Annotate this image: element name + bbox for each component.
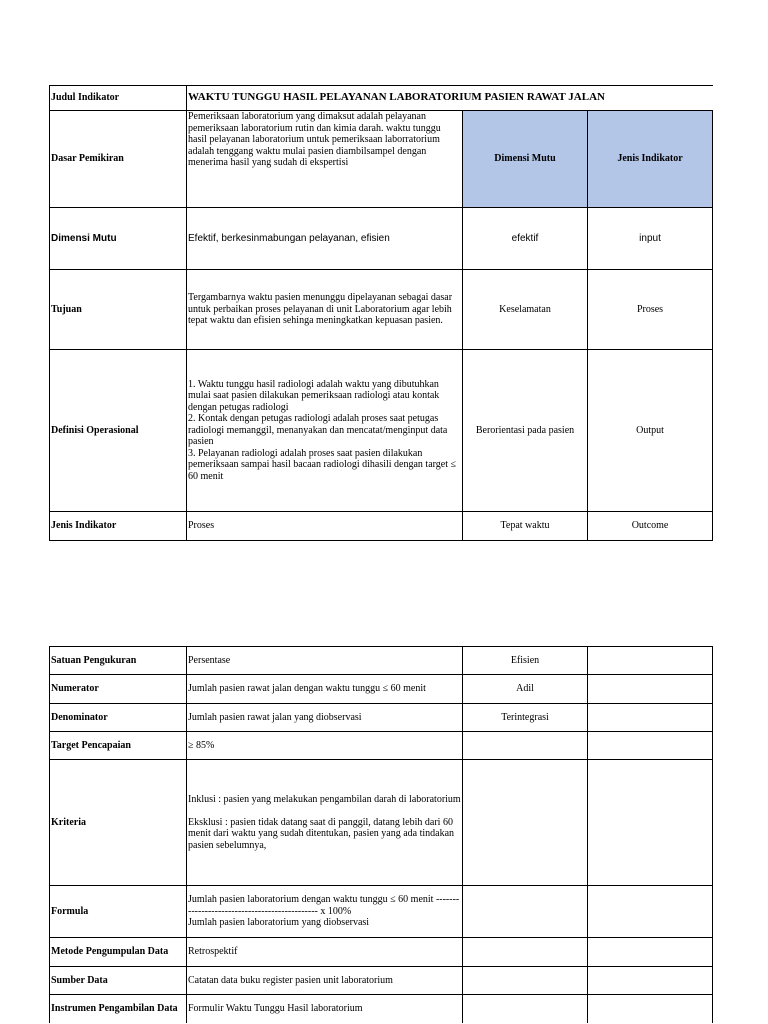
row-col3	[463, 938, 588, 967]
table-row	[50, 208, 713, 270]
row-value: Jumlah pasien rawat jalan yang diobservasi	[187, 704, 463, 732]
row-col3: Efisien	[463, 647, 588, 675]
row-value: Pemeriksaan laboratorium yang dimaksut adalah pelayanan pemeriksaan laboratorium rutin dan kimia darah. waktu tunggu hasil pelayanan laboratorium untuk pemeriksaan laborratorium adalah tenggang waktu mulai pasien diambilsampel dengan menerima hasil yang sudah di ekspertisi	[187, 111, 463, 208]
row-value: Formulir Waktu Tunggu Hasil laboratorium	[187, 995, 463, 1023]
row-col3: efektif	[463, 208, 588, 270]
indicator-table-top	[49, 85, 713, 541]
table-row	[50, 938, 713, 967]
row-value: Persentase	[187, 647, 463, 675]
row-col3	[463, 760, 588, 886]
table-row	[50, 512, 713, 541]
row-label: Jenis Indikator	[50, 512, 187, 541]
row-col3: Terintegrasi	[463, 704, 588, 732]
row-label: Tujuan	[50, 270, 187, 350]
row-col4	[588, 760, 713, 886]
row-label: Dimensi Mutu	[50, 208, 187, 270]
row-col4	[588, 938, 713, 967]
row-value: Efektif, berkesinmabungan pelayanan, efisien	[187, 208, 463, 270]
column-header-jenis-indikator: Jenis Indikator	[588, 111, 713, 208]
table-row	[50, 704, 713, 732]
table-row	[50, 111, 713, 208]
column-header-dimensi-mutu: Dimensi Mutu	[463, 111, 588, 208]
row-value: Proses	[187, 512, 463, 541]
row-label: Denominator	[50, 704, 187, 732]
row-value: Jumlah pasien rawat jalan dengan waktu tunggu ≤ 60 menit	[187, 675, 463, 704]
table-row	[50, 350, 713, 512]
row-col4	[588, 647, 713, 675]
row-col3	[463, 886, 588, 938]
row-value: Jumlah pasien laboratorium dengan waktu tunggu ≤ 60 menit ---------------------------------------------- x 100% Jumlah pasien laboratorium yang diobservasi	[187, 886, 463, 938]
table-row	[50, 886, 713, 938]
row-label: Metode Pengumpulan Data	[50, 938, 187, 967]
row-label: Dasar Pemikiran	[50, 111, 187, 208]
row-col3	[463, 967, 588, 995]
row-col3: Adil	[463, 675, 588, 704]
table-row	[50, 995, 713, 1023]
indicator-title: WAKTU TUNGGU HASIL PELAYANAN LABORATORIUM PASIEN RAWAT JALAN	[187, 86, 713, 111]
row-col4	[588, 967, 713, 995]
row-col4: input	[588, 208, 713, 270]
row-value: Tergambarnya waktu pasien menunggu dipelayanan sebagai dasar untuk perbaikan proses pelayanan di unit Laboratorium agar lebih tepat waktu dan efisien sehinga meningkatkan kepuasan pasien.	[187, 270, 463, 350]
row-label: Definisi Operasional	[50, 350, 187, 512]
row-col4	[588, 732, 713, 760]
row-col4: Proses	[588, 270, 713, 350]
row-col4: Output	[588, 350, 713, 512]
table-row	[50, 86, 713, 111]
indicator-table-bottom	[49, 646, 713, 1023]
table-row	[50, 647, 713, 675]
row-col4	[588, 995, 713, 1023]
row-col3: Tepat waktu	[463, 512, 588, 541]
row-label: Instrumen Pengambilan Data	[50, 995, 187, 1023]
row-col4	[588, 886, 713, 938]
row-label: Numerator	[50, 675, 187, 704]
row-label: Satuan Pengukuran	[50, 647, 187, 675]
table-row	[50, 675, 713, 704]
table-row	[50, 732, 713, 760]
row-col3: Berorientasi pada pasien	[463, 350, 588, 512]
row-value: Inklusi : pasien yang melakukan pengambilan darah di laboratorium Eksklusi : pasien tidak datang saat di panggil, datang lebih dari 60 menit dari waktu yang sudah ditentukan, pasien yang ada tindakan pasien sebelumnya,	[187, 760, 463, 886]
row-col4	[588, 675, 713, 704]
row-label: Sumber Data	[50, 967, 187, 995]
row-value: Catatan data buku register pasien unit laboratorium	[187, 967, 463, 995]
table-row	[50, 967, 713, 995]
table-row	[50, 270, 713, 350]
row-value: ≥ 85%	[187, 732, 463, 760]
row-col3: Keselamatan	[463, 270, 588, 350]
row-value: 1. Waktu tunggu hasil radiologi adalah waktu yang dibutuhkan mulai saat pasien dilakukan pemeriksaan radiologi atau kontak dengan petugas radiologi 2. Kontak dengan petugas radiologi adalah proses saat petugas radiologi memanggil, menanyakan dan mencatat/menginput data pasien 3. Pelayanan radiologi adalah proses saat pasien dilakukan pemeriksaan sampai hasil bacaan radiologi dihasili dengan target ≤ 60 menit	[187, 350, 463, 512]
row-col4: Outcome	[588, 512, 713, 541]
row-label: Formula	[50, 886, 187, 938]
row-label: Judul Indikator	[50, 86, 187, 111]
row-label: Kriteria	[50, 760, 187, 886]
row-label: Target Pencapaian	[50, 732, 187, 760]
table-row	[50, 760, 713, 886]
row-col3	[463, 732, 588, 760]
row-value: Retrospektif	[187, 938, 463, 967]
row-col4	[588, 704, 713, 732]
row-col3	[463, 995, 588, 1023]
